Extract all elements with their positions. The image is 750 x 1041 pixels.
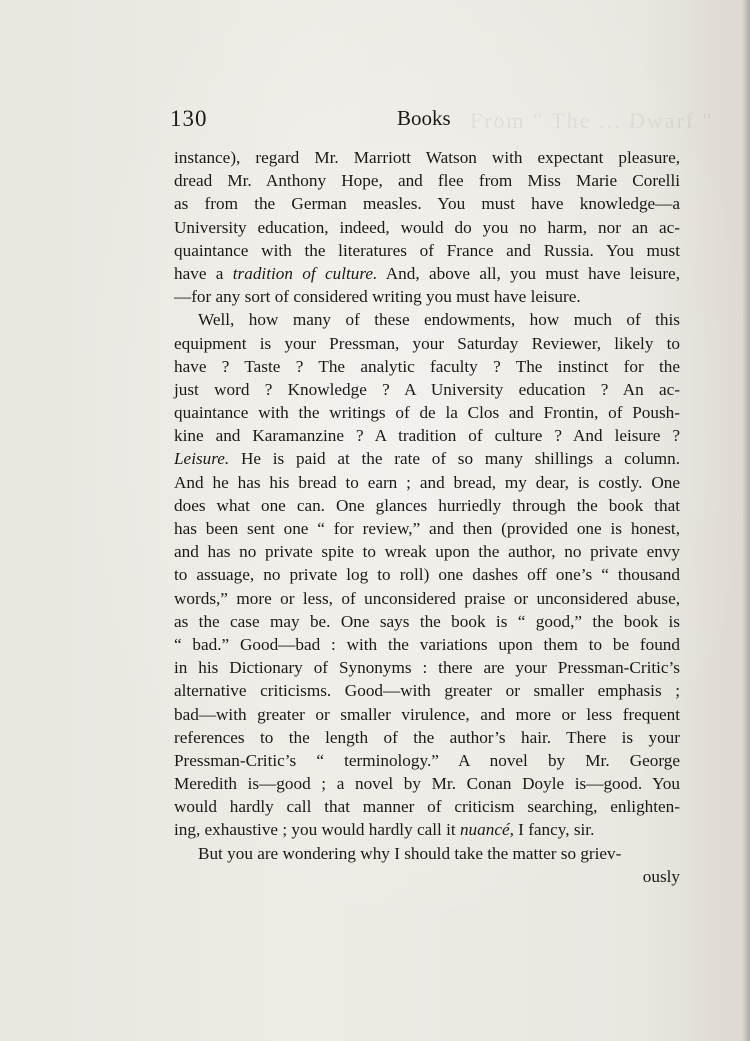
text-segment: alternative criticisms. Good—with greater or smaller emphasis ; bbox=[174, 681, 680, 701]
text-segment: He is paid at the rate of so many shillings a column. bbox=[229, 449, 680, 469]
text-segment: quaintance with the literatures of France and Russia. You must bbox=[174, 240, 680, 260]
text-line bbox=[174, 610, 680, 633]
text-segment: in his Dictionary of Synonyms : there are your Pressman-Critic’s bbox=[174, 658, 680, 678]
text-segment: But you are wondering why I should take the matter so griev- bbox=[198, 843, 622, 863]
text-segment: Well, how many of these endowments, how much of this bbox=[198, 310, 680, 330]
text-line bbox=[174, 216, 680, 239]
text-line bbox=[174, 656, 680, 679]
text-line bbox=[174, 355, 680, 378]
text-segment: would hardly call that manner of criticism searching, enlighten- bbox=[174, 797, 680, 817]
text-line bbox=[174, 378, 680, 401]
text-line bbox=[174, 703, 680, 726]
italic-text: tradition of culture. bbox=[232, 263, 378, 283]
text-line bbox=[174, 494, 680, 517]
text-segment: ing, exhaustive ; you would hardly call it bbox=[174, 820, 460, 840]
text-segment: Pressman-Critic’s “ terminology.” A novel by Mr. George bbox=[174, 750, 680, 770]
text-line bbox=[174, 285, 680, 308]
text-segment: equipment is your Pressman, your Saturday Reviewer, likely to bbox=[174, 333, 680, 353]
text-line bbox=[174, 471, 680, 494]
text-segment: “ bad.” Good—bad : with the variations upon them to be found bbox=[174, 634, 680, 654]
text-line bbox=[174, 169, 680, 192]
text-line bbox=[174, 540, 680, 563]
text-segment: , I fancy, sir. bbox=[509, 820, 595, 840]
text-line bbox=[174, 146, 680, 169]
text-segment: —for any sort of considered writing you must have leisure. bbox=[174, 287, 581, 307]
italic-text: nuancé bbox=[459, 820, 510, 840]
text-line bbox=[174, 818, 680, 841]
page-number: 130 bbox=[170, 106, 208, 131]
page-header bbox=[170, 104, 690, 134]
text-segment: to assuage, no private log to roll) one dashes off one’s “ thousand bbox=[174, 565, 680, 585]
text-line bbox=[174, 424, 680, 447]
text-segment: quaintance with the writings of de la Clos and Frontin, of Poush- bbox=[174, 403, 680, 423]
text-line bbox=[174, 679, 680, 702]
text-segment: University education, indeed, would do you no harm, nor an ac- bbox=[174, 217, 680, 237]
text-segment: have ? Taste ? The analytic faculty ? The instinct for the bbox=[174, 356, 680, 376]
text-line bbox=[174, 842, 680, 865]
text-line bbox=[174, 239, 680, 262]
text-line bbox=[174, 772, 680, 795]
catchword: ously bbox=[642, 866, 680, 886]
text-segment: And, above all, you must have leisure, bbox=[377, 263, 680, 283]
text-segment: dread Mr. Anthony Hope, and flee from Miss Marie Corelli bbox=[174, 171, 680, 191]
body-text bbox=[174, 146, 680, 888]
text-segment: have a bbox=[174, 263, 233, 283]
text-line bbox=[174, 308, 680, 331]
text-line bbox=[174, 517, 680, 540]
text-segment: kine and Karamanzine ? A tradition of culture ? And leisure ? bbox=[174, 426, 680, 446]
text-segment: bad—with greater or smaller virulence, and more or less frequent bbox=[174, 704, 680, 724]
text-line bbox=[174, 401, 680, 424]
text-line bbox=[174, 332, 680, 355]
text-line bbox=[174, 795, 680, 818]
text-segment: as the case may be. One says the book is “ good,” the book is bbox=[174, 611, 680, 631]
text-segment: as from the German measles. You must have knowledge—a bbox=[174, 194, 680, 214]
text-line bbox=[174, 262, 680, 285]
text-line bbox=[174, 447, 680, 470]
running-head: Books bbox=[397, 106, 451, 130]
text-line bbox=[174, 563, 680, 586]
text-segment: And he has his bread to earn ; and bread, my dear, is costly. One bbox=[174, 472, 680, 492]
text-segment: words,” more or less, of unconsidered praise or unconsidered abuse, bbox=[174, 588, 680, 608]
text-segment: references to the length of the author’s hair. There is your bbox=[174, 727, 680, 747]
text-segment: Meredith is—good ; a novel by Mr. Conan Doyle is—good. You bbox=[174, 774, 680, 794]
text-line bbox=[174, 192, 680, 215]
text-segment: and has no private spite to wreak upon the author, no private envy bbox=[174, 542, 680, 562]
text-segment: does what one can. One glances hurriedly through the book that bbox=[174, 495, 680, 515]
text-line bbox=[174, 749, 680, 772]
bleed-through-text: From " The ... Dwarf " bbox=[470, 108, 714, 133]
text-line bbox=[174, 587, 680, 610]
text-segment: just word ? Knowledge ? A University education ? An ac- bbox=[174, 379, 680, 399]
text-segment: has been sent one “ for review,” and then (provided one is honest, bbox=[174, 519, 680, 538]
text-line bbox=[174, 726, 680, 749]
text-segment: instance), regard Mr. Marriott Watson with expectant pleasure, bbox=[174, 148, 680, 167]
italic-text: Leisure. bbox=[174, 449, 230, 469]
text-line bbox=[174, 633, 680, 656]
page-edge-shadow bbox=[742, 0, 750, 1041]
